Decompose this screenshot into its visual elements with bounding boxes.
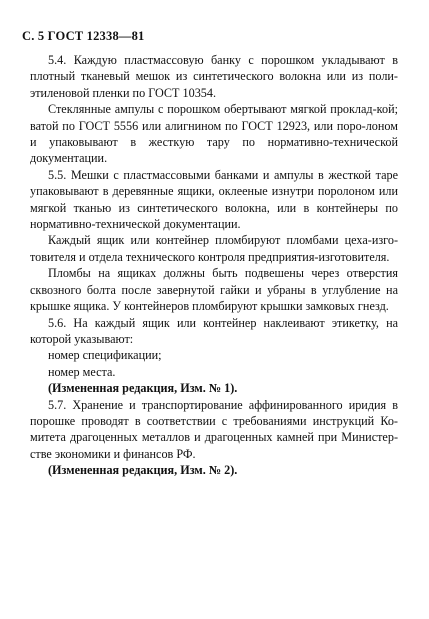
paragraph-sealing: Каждый ящик или контейнер пломбируют пломбами цеха-изго-товителя и отдела технического контроля предприятия-изготовителя. <box>30 233 398 264</box>
document-body <box>30 52 398 479</box>
paragraph-seals-placement: Пломбы на ящиках должны быть подвешены через отверстия сквозного болта после завернутой гайки и убраны в углубление на крышке ящика. У контейнеров пломбируют крышки замковых гнезд. <box>30 266 398 314</box>
list-item-spec-number: номер спецификации; <box>48 348 162 363</box>
revision-note-1: (Измененная редакция, Изм. № 1). <box>48 381 238 396</box>
paragraph-glass-ampoules: Стеклянные ампулы с порошком обертывают мягкой проклад-кой; ватой по ГОСТ 5556 или алигнином по ГОСТ 12923, или поро-лоном и упаковывают в жесткую тару по нормативно-технической документации. <box>30 102 398 166</box>
paragraph-5-4: 5.4. Каждую пластмассовую банку с порошком укладывают в плотный тканевый мешок из синтетического волокна или из поли-этиленовой пленки по ГОСТ 10354. <box>30 53 398 100</box>
paragraph-5-5: 5.5. Мешки с пластмассовыми банками и ампулы в жесткой таре упаковывают в деревянные ящики, оклееные изнутри поролоном или мягкой тканью из синтетического волокна, или в контейнеры по нормативно-технической документации. <box>30 167 398 232</box>
running-head: С. 5 ГОСТ 12338—81 <box>22 29 145 43</box>
paragraph-5-6: 5.6. На каждый ящик или контейнер наклеивают этикетку, на которой указывают: <box>30 315 398 346</box>
list-item-place-number: номер места. <box>48 364 116 379</box>
revision-note-2: (Измененная редакция, Изм. № 2). <box>48 463 238 478</box>
paragraph-5-7: 5.7. Хранение и транспортирование аффинированного иридия в порошке проводят в соответствии с требованиями инструкций Ко-митета драгоценных металлов и драгоценных камней при Министер-стве экономики и финансов РФ. <box>30 397 398 461</box>
